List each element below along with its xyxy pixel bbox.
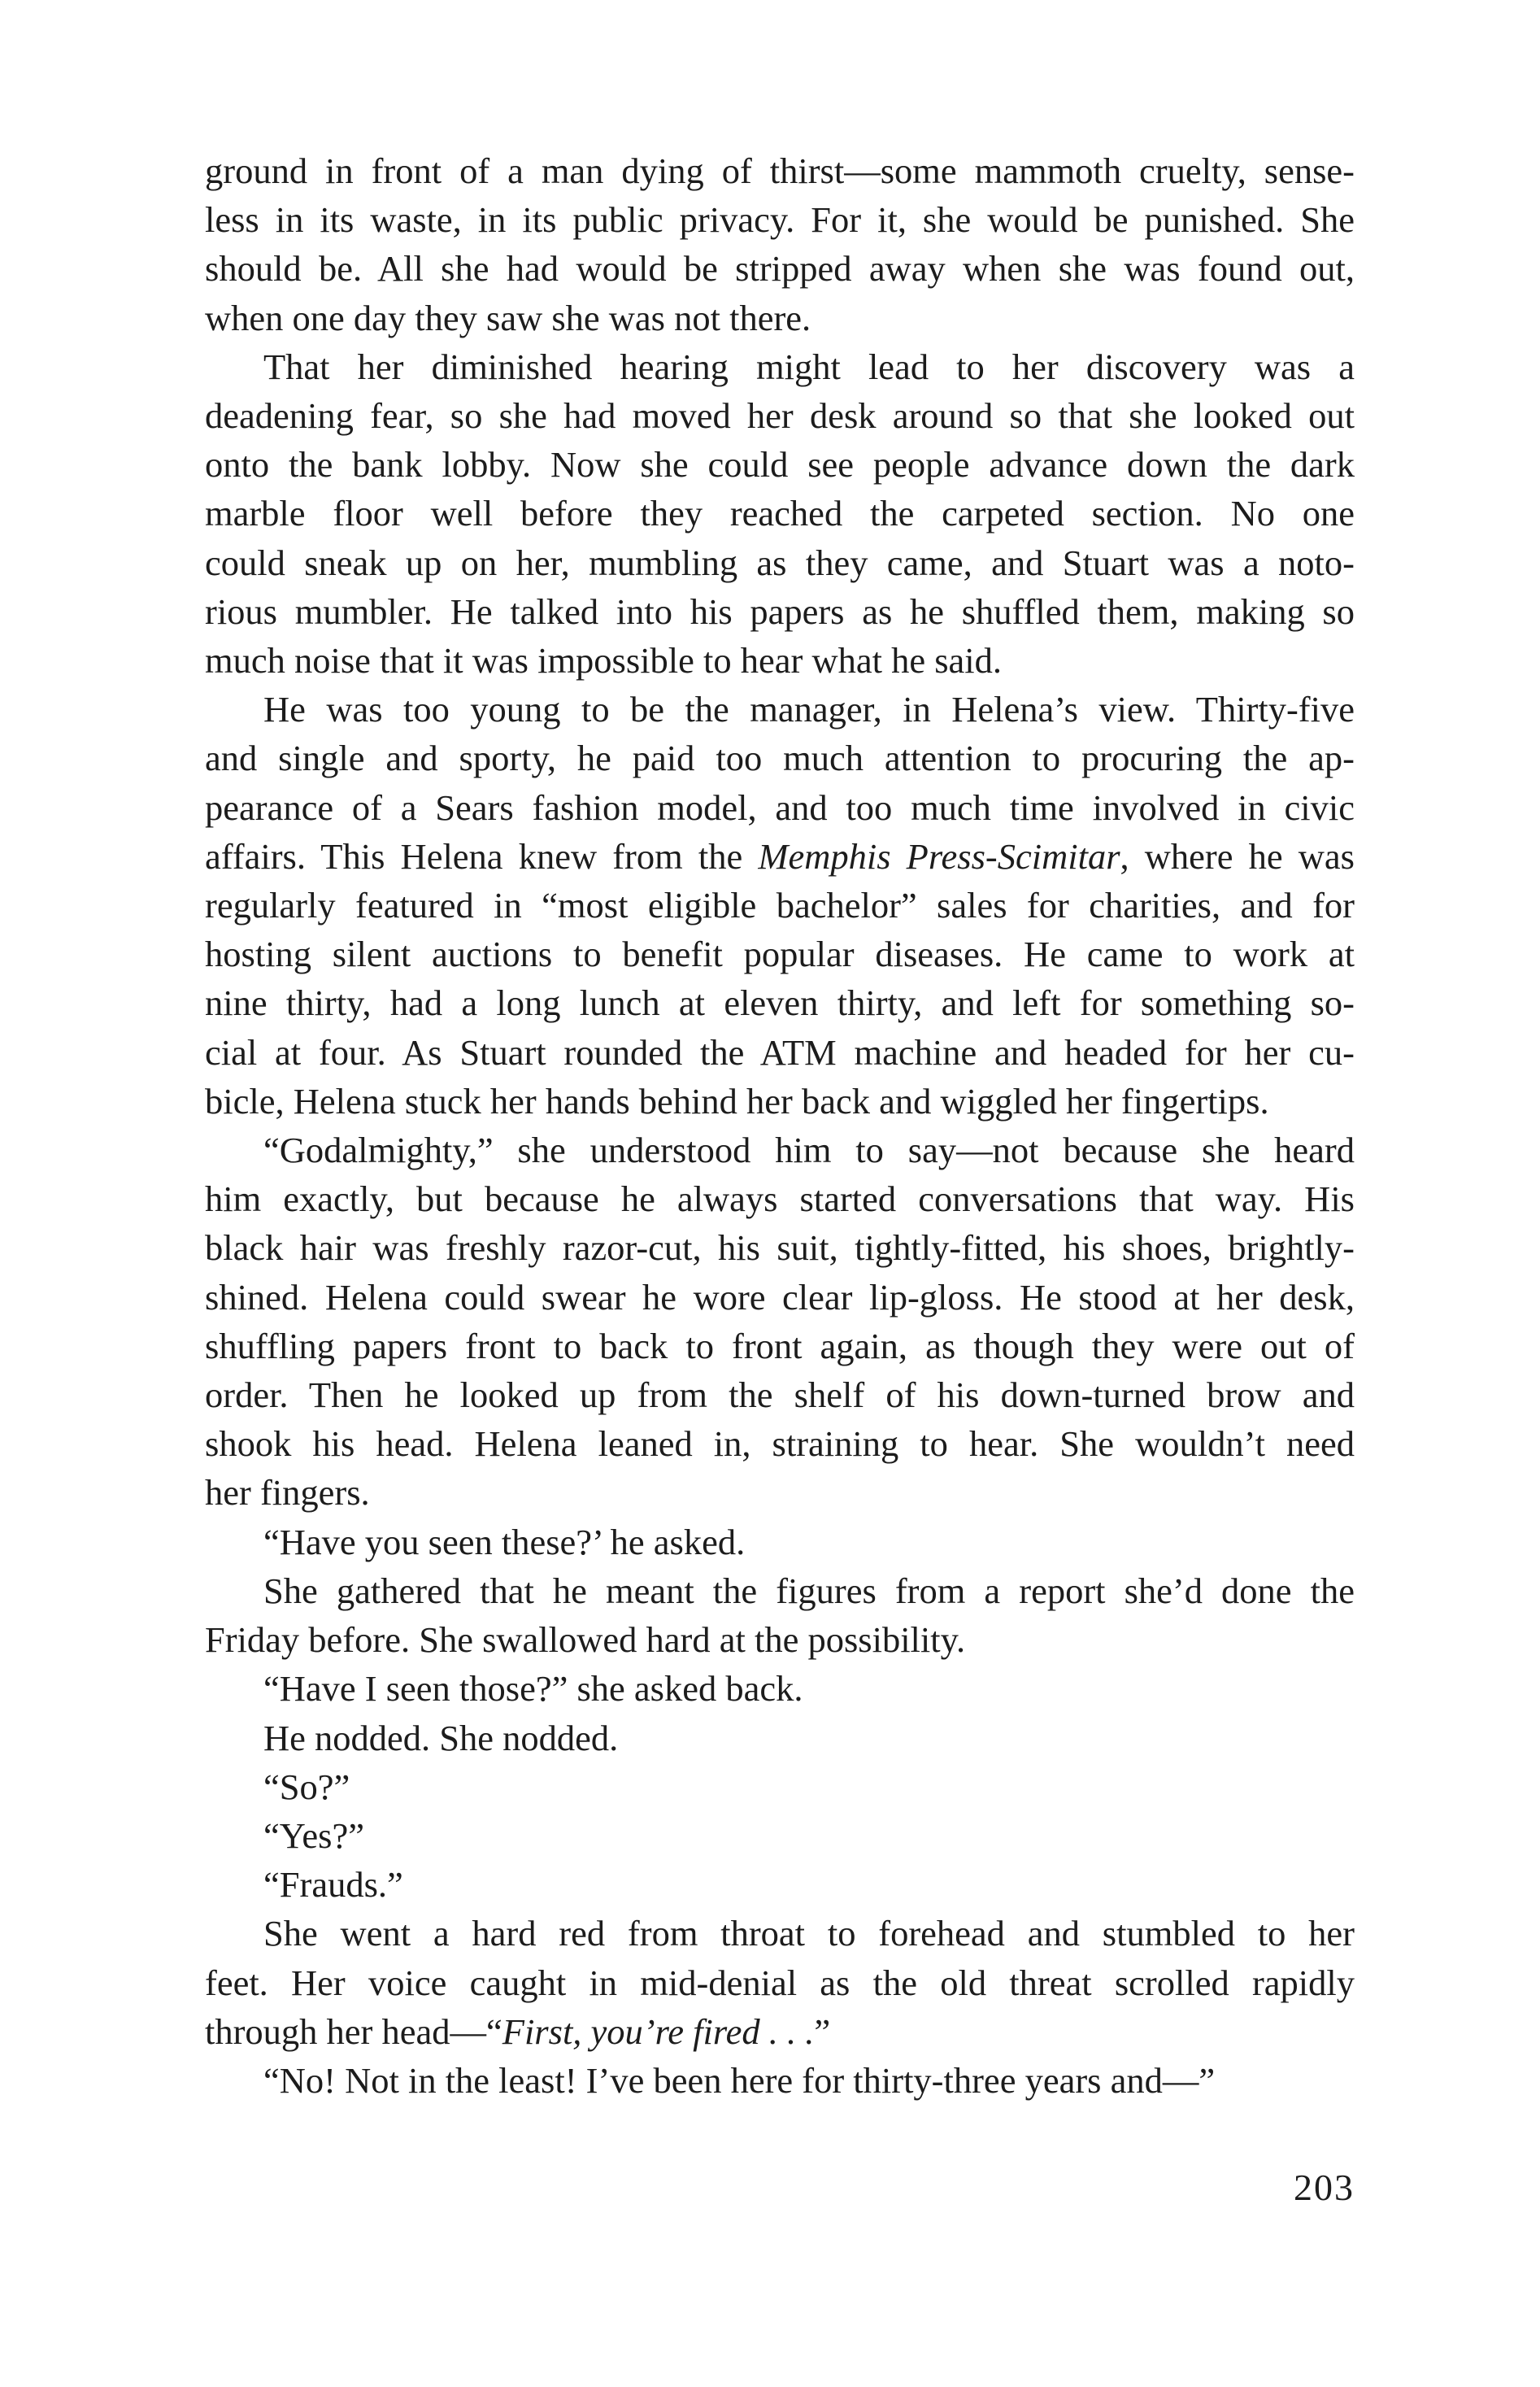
text-line: [205, 1468, 1355, 1517]
text-line: [205, 1126, 1355, 1174]
text-line: [205, 1909, 1355, 1958]
text-line: [205, 342, 1355, 391]
page-number: 203: [1294, 2167, 1355, 2208]
text-line: [205, 685, 1355, 734]
text-segment: “Yes?”: [263, 1814, 365, 1856]
text-segment: her fingers.: [205, 1472, 370, 1514]
text-segment: regularly featured in “most eligible bachelor” sales for charities, and for: [205, 885, 1355, 926]
paragraph: [205, 1126, 1355, 1518]
text-line: [205, 1322, 1355, 1370]
text-segment: “So?”: [263, 1766, 350, 1807]
text-line: [205, 1419, 1355, 1468]
paragraph: [205, 1566, 1355, 1664]
text-segment: That her diminished hearing might lead to her discovery was a: [263, 346, 1355, 387]
text-line: [205, 1370, 1355, 1419]
text-line: [205, 1664, 1355, 1713]
text-segment: through her head—“: [205, 2010, 502, 2052]
text-line: [205, 1273, 1355, 1322]
text-line: [205, 636, 1355, 685]
text-segment: He nodded. She nodded.: [263, 1717, 619, 1758]
text-segment: He was too young to be the manager, in Helena’s view. Thirty-five: [263, 689, 1355, 730]
text-line: [205, 1762, 1355, 1811]
text-segment: She went a hard red from throat to forehead and stumbled to her: [263, 1913, 1355, 1954]
text-line: [205, 489, 1355, 538]
text-line: [205, 1958, 1355, 2007]
paragraph: [205, 685, 1355, 1126]
text-segment: could sneak up on her, mumbling as they came, and Stuart was a noto-: [205, 542, 1355, 583]
text-line: [205, 294, 1355, 342]
text-segment: bicle, Helena stuck her hands behind her back and wiggled her fingertips.: [205, 1080, 1269, 1122]
paragraph: [205, 1714, 1355, 1762]
text-segment: “Have you seen these?’ he asked.: [263, 1521, 746, 1562]
text-segment: onto the bank lobby. Now she could see people advance down the dark: [205, 444, 1355, 486]
text-segment: “Godalmighty,” she understood him to say—not because she heard: [263, 1130, 1355, 1171]
text-segment: , where he was: [1120, 835, 1355, 877]
text-segment: “No! Not in the least! I’ve been here for thirty-three years and—”: [263, 2059, 1216, 2101]
paragraph: [205, 2056, 1355, 2105]
text-line: [205, 195, 1355, 244]
text-line: [205, 1860, 1355, 1909]
text-line: [205, 832, 1355, 881]
text-segment: affairs. This Helena knew from the: [205, 835, 759, 877]
italic-text: Memphis Press-Scimitar: [758, 835, 1120, 877]
text-line: [205, 783, 1355, 832]
paragraph: [205, 146, 1355, 342]
text-segment: shined. Helena could swear he wore clear lip-gloss. He stood at her desk,: [205, 1276, 1355, 1318]
text-segment: Friday before. She swallowed hard at the possibility.: [205, 1619, 966, 1661]
text-segment: shuffling papers front to back to front again, as though they were out of: [205, 1325, 1355, 1366]
text-line: [205, 391, 1355, 440]
text-line: [205, 1811, 1355, 1860]
text-segment: should be. All she had would be stripped away when she was found out,: [205, 248, 1355, 290]
text-line: [205, 1615, 1355, 1664]
text-line: [205, 440, 1355, 489]
text-line: [205, 1518, 1355, 1566]
text-segment: hosting silent auctions to benefit popular diseases. He came to work at: [205, 934, 1355, 975]
text-segment: shook his head. Helena leaned in, straining to hear. She wouldn’t need: [205, 1423, 1355, 1465]
text-segment: cial at four. As Stuart rounded the ATM machine and headed for her cu-: [205, 1031, 1355, 1073]
text-line: [205, 538, 1355, 587]
paragraph: [205, 1909, 1355, 2056]
paragraph: [205, 1762, 1355, 1811]
text-segment: She gathered that he meant the figures from a report she’d done the: [263, 1570, 1355, 1611]
text-line: [205, 1223, 1355, 1272]
paragraph: [205, 1811, 1355, 1860]
text-line: [205, 978, 1355, 1027]
paragraph: [205, 1860, 1355, 1909]
text-segment: ”: [814, 2010, 831, 2052]
body-text: [205, 146, 1355, 2105]
text-segment: feet. Her voice caught in mid-denial as the old threat scrolled rapidly: [205, 1962, 1355, 2003]
paragraph: [205, 1664, 1355, 1713]
text-line: [205, 1077, 1355, 1126]
paragraph: [205, 1518, 1355, 1566]
text-segment: him exactly, but because he always started conversations that way. His: [205, 1178, 1355, 1220]
text-line: [205, 1714, 1355, 1762]
text-segment: ground in front of a man dying of thirst—some mammoth cruelty, sense-: [205, 150, 1355, 191]
text-segment: marble floor well before they reached the carpeted section. No one: [205, 493, 1355, 534]
text-segment: “Have I seen those?” she asked back.: [263, 1668, 803, 1710]
text-line: [205, 244, 1355, 293]
text-segment: nine thirty, had a long lunch at eleven thirty, and left for something so-: [205, 982, 1355, 1024]
text-line: [205, 587, 1355, 636]
text-segment: rious mumbler. He talked into his papers as he shuffled them, making so: [205, 590, 1355, 632]
text-line: [205, 1028, 1355, 1077]
italic-text: First, you’re fired . . .: [502, 2010, 815, 2052]
text-line: [205, 881, 1355, 930]
text-line: [205, 734, 1355, 782]
text-segment: pearance of a Sears fashion model, and too much time involved in civic: [205, 786, 1355, 828]
text-line: [205, 1174, 1355, 1223]
text-segment: less in its waste, in its public privacy. For it, she would be punished. She: [205, 199, 1355, 241]
text-line: [205, 1566, 1355, 1615]
text-segment: “Frauds.”: [263, 1864, 403, 1906]
text-segment: and single and sporty, he paid too much attention to procuring the ap-: [205, 738, 1355, 779]
text-segment: much noise that it was impossible to hear what he said.: [205, 640, 1003, 682]
text-line: [205, 2007, 1355, 2056]
paragraph: [205, 342, 1355, 685]
text-segment: black hair was freshly razor-cut, his suit, tightly-fitted, his shoes, brightly-: [205, 1227, 1355, 1269]
text-segment: deadening fear, so she had moved her desk around so that she looked out: [205, 395, 1355, 437]
text-line: [205, 146, 1355, 195]
text-line: [205, 2056, 1355, 2105]
text-segment: when one day they saw she was not there.: [205, 297, 811, 338]
text-segment: order. Then he looked up from the shelf of his down-turned brow and: [205, 1374, 1355, 1416]
text-line: [205, 930, 1355, 978]
